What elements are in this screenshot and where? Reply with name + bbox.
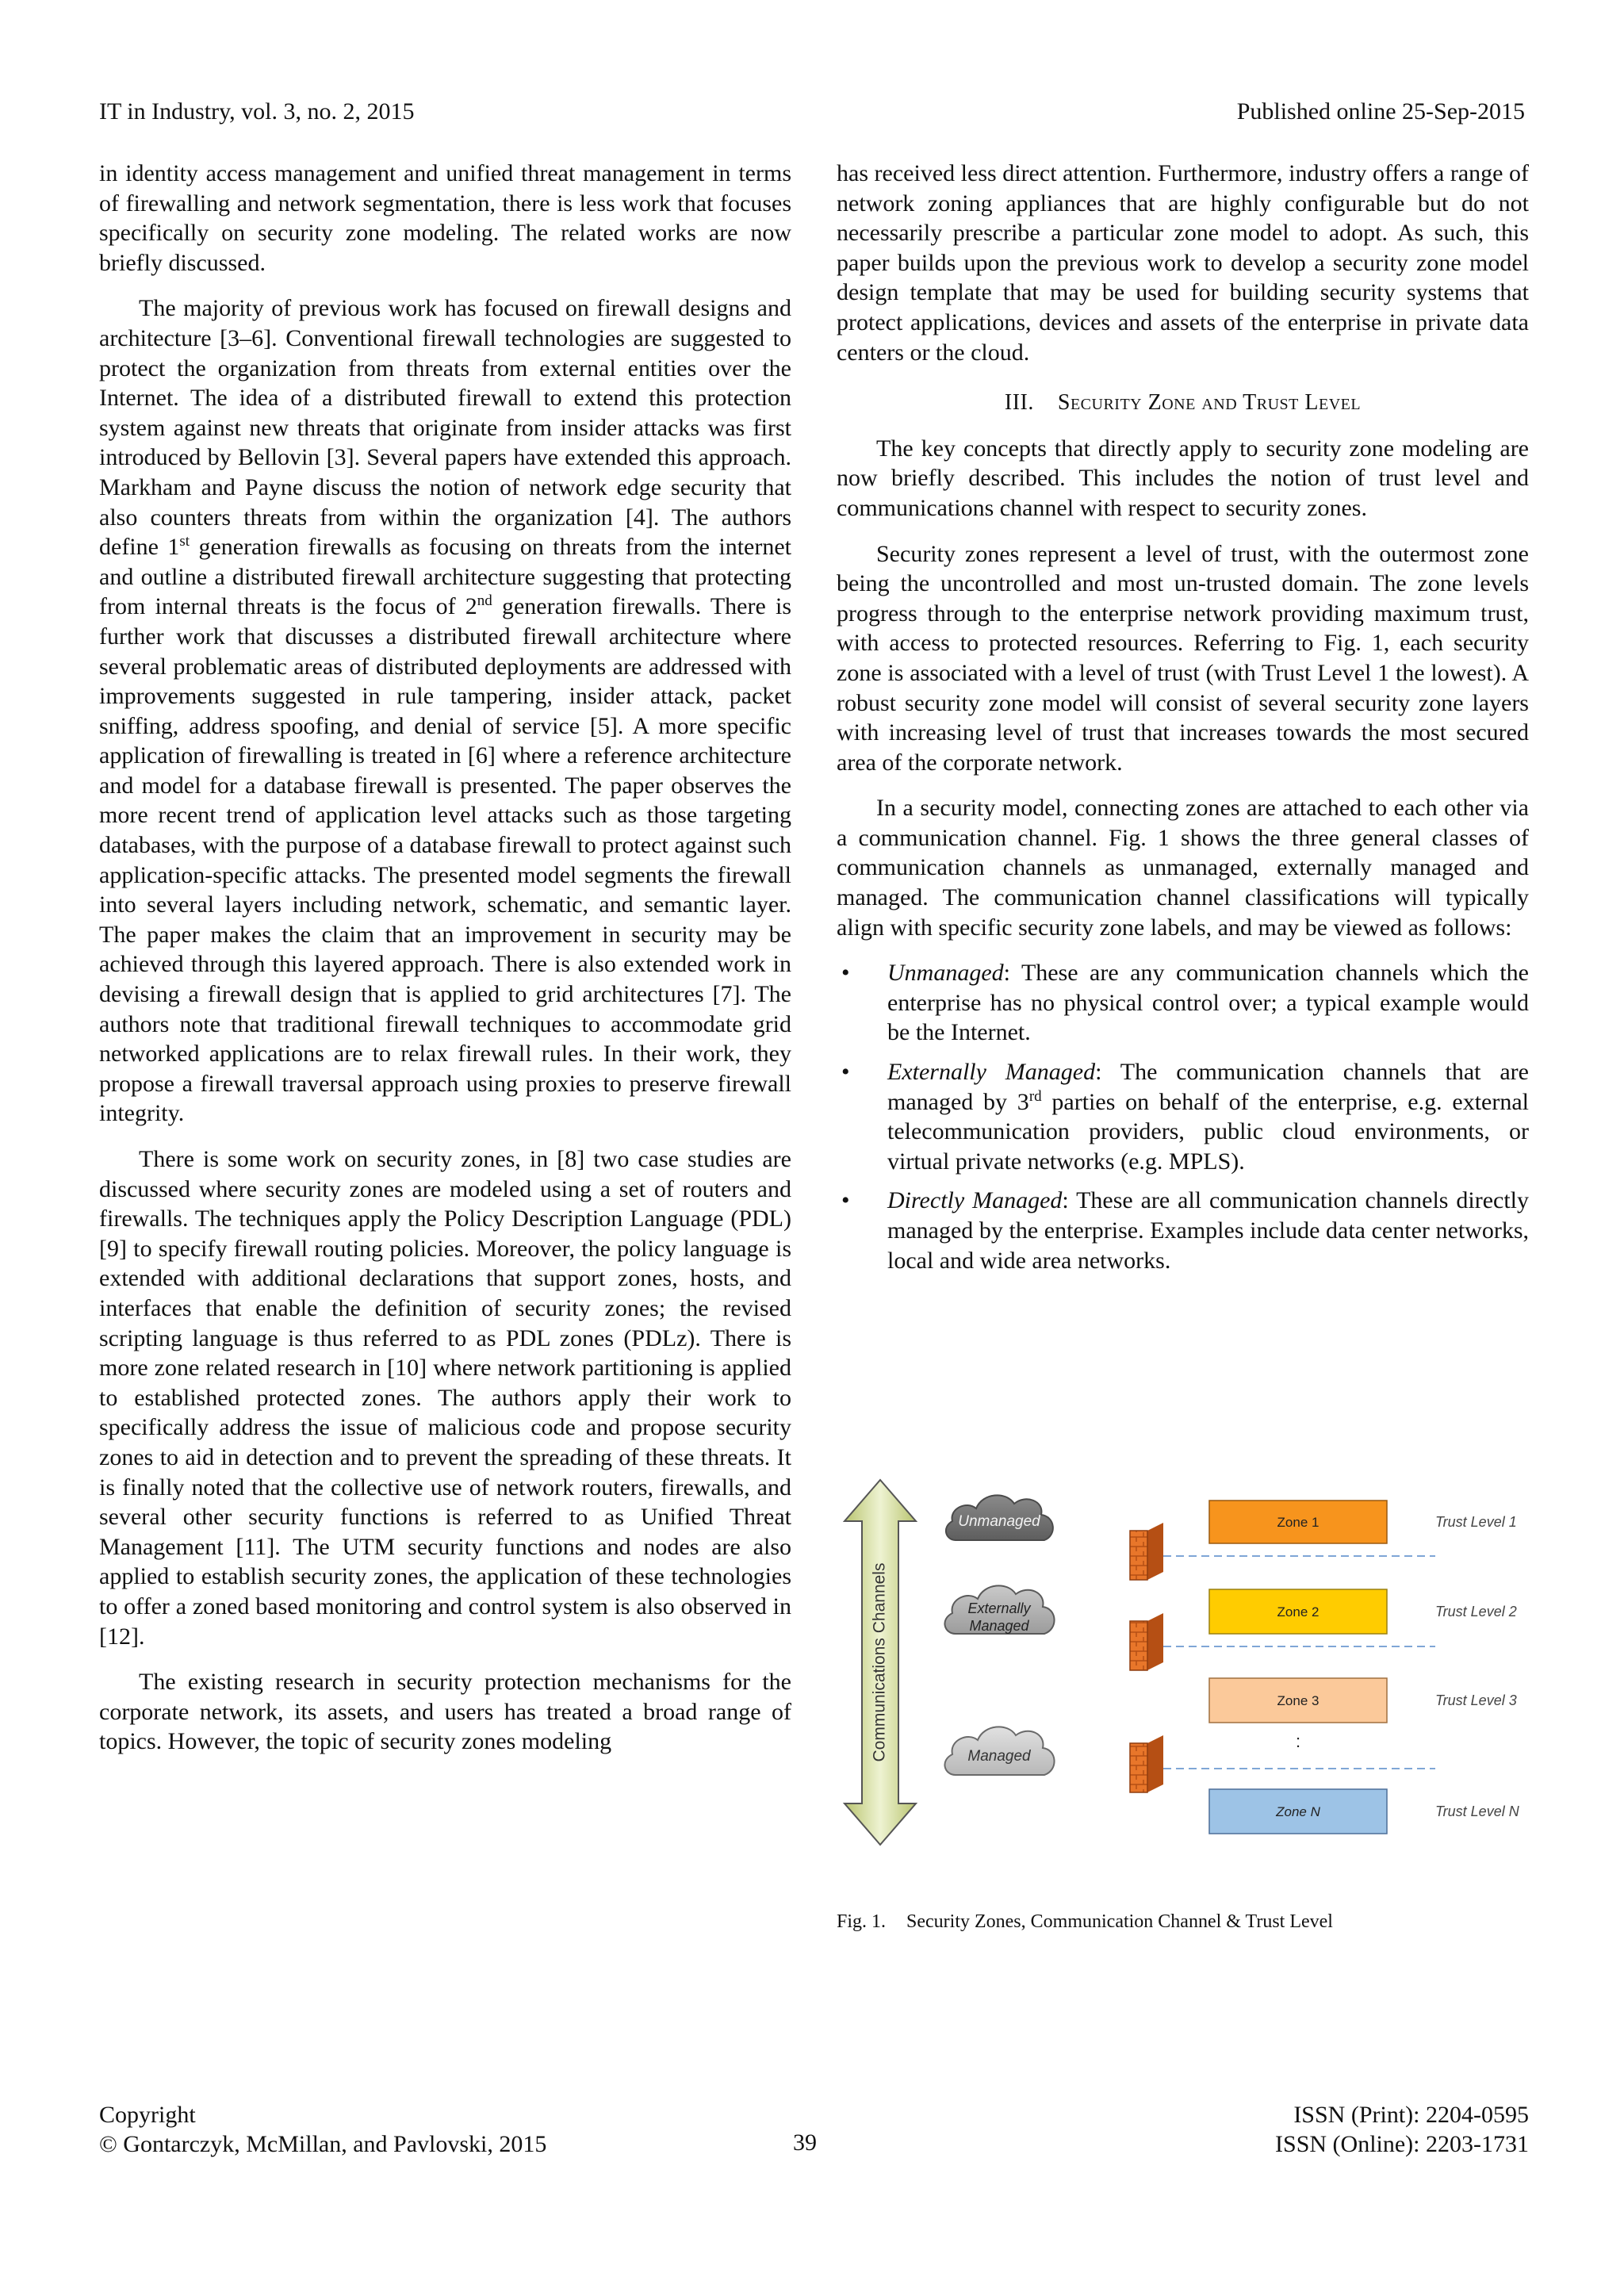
cloud-label-externally: Externally: [967, 1600, 1031, 1616]
term-directly-managed: Directly Managed: [887, 1187, 1063, 1214]
section-title: Security Zone and Trust Level: [1057, 390, 1362, 416]
zone-n: [1209, 1789, 1387, 1834]
communications-channel-arrow: [845, 1480, 916, 1845]
left-p2-text-a: The majority of previous work has focused on firewall designs and architecture [3–6]. Conventional firewall technologies are suggested to protect the organization from threats from external entities over the Internet. The idea of a distributed firewall to extend this protection system against new threats that originate from insider attacks was first introduced by Bellovin [3]. Several papers have extended this approach. Markham and Payne discuss the notion of network edge security that also counters threats from within the organization [4]. The authors define 1: [99, 295, 791, 561]
right-paragraph-1: has received less direct attention. Furthermore, industry offers a range of network zoning appliances that are highly configurable but do not necessarily prescribe a particular zone model to adopt. As such, this paper builds upon the previous work to develop a security zone model design template that may be used for building security systems that protect applications, devices and assets of the enterprise in private data centers or the cloud.: [837, 160, 1529, 366]
zone-3-label: Zone 3: [1277, 1693, 1320, 1708]
firewall-icon: [1130, 1613, 1163, 1670]
right-paragraph-2: The key concepts that directly apply to security zone modeling are now briefly described. This includes the notion of trust level and communications channel with respect to security zones.: [837, 435, 1529, 521]
right-column: [837, 159, 1529, 1291]
copyright-label: Copyright: [99, 2102, 196, 2128]
cloud-unmanaged: [946, 1495, 1053, 1540]
right-paragraph-3: Security zones represent a level of trust, with the outermost zone being the uncontrolled and most un-trusted domain. The zone levels progress through to the enterprise network providing maximum trust, with access to protected resources. Referring to Fig. 1, each security zone is associated with a level of trust (with Trust Level 1 the lowest). A robust security zone model will consist of several security zone layers with increasing level of trust that increases towards the most secured area of the corporate network.: [837, 540, 1529, 776]
zone-ellipsis: :: [1295, 1731, 1301, 1751]
trust-level-n: Trust Level N: [1435, 1803, 1519, 1819]
left-paragraph-1: in identity access management and unified threat management in terms of firewalling and network segmentation, there is less work that focuses specifically on security zone modeling. The related works are now briefly discussed.: [99, 160, 791, 276]
zone-n-label: Zone N: [1276, 1804, 1320, 1819]
left-paragraph-2: [99, 293, 791, 1129]
left-paragraph-4: The existing research in security protection mechanisms for the corporate network, its assets, and users has treated a broad range of topics. However, the topic of security zones modeling: [99, 1669, 791, 1755]
desc-externally-managed-b: parties on behalf of the enterprise, e.g. external telecommunication providers, public cloud environments, or virtual private networks (e.g. MPLS).: [887, 1088, 1529, 1175]
cloud-label-managed-line2: Managed: [969, 1618, 1029, 1634]
copyright-authors: © Gontarczyk, McMillan, and Pavlovski, 2015: [99, 2131, 547, 2157]
list-item-directly-managed: [837, 1186, 1529, 1275]
figure-security-zones: [837, 1475, 1529, 1856]
bullet-icon: •: [841, 1059, 850, 1086]
footer-issn: [1275, 2100, 1529, 2159]
cloud-managed: [944, 1727, 1054, 1775]
page-number: 39: [793, 2129, 817, 2156]
figure-caption: [837, 1911, 1333, 1933]
left-paragraph-3: There is some work on security zones, in [8] two case studies are discussed where security zones are modeled using a set of routers and firewalls. The techniques apply the Policy Description Language (PDL) [9] to specify firewall routing policies. Moreover, the policy language is extended with additional declarations that support zones, hosts, and interfaces that enable the definition of security zones; the revised scripting language is thus referred to as PDL zones (PDLz). There is more zone related research in [10] where network partitioning is applied to established protected zones. The authors apply their work to specifically address the issue of malicious code and propose security zones to aid in detection and to prevent the spreading of these threats. It is finally noted that the collective use of network routers, firewalls, and several other security functions is referred to as Unified Threat Management [11]. The UTM security functions and nodes are also applied to establish security zones, the application of these technologies to offer a zoned based monitoring and control system is also observed in [12].: [99, 1146, 791, 1650]
bullet-icon: •: [841, 960, 850, 987]
term-unmanaged: Unmanaged: [887, 960, 1004, 987]
axis-label: Communications Channels: [870, 1562, 889, 1762]
channel-list: [837, 958, 1529, 1275]
left-p2-text-b: generation firewalls as focusing on threats from the internet and outline a distributed firewall architecture suggesting that protecting from internal threats is the focus of 2: [99, 534, 791, 620]
superscript-rd: rd: [1028, 1087, 1042, 1105]
cloud-label-unmanaged: Unmanaged: [958, 1513, 1040, 1530]
zone-1: [1209, 1501, 1387, 1543]
right-paragraph-4: In a security model, connecting zones are attached to each other via a communication channel. Fig. 1 shows the three general classes of communication channels as unmanaged, externally managed and managed. The communication channel classifications will typically align with specific security zone labels, and may be viewed as follows:: [837, 795, 1529, 941]
trust-level-2: Trust Level 2: [1435, 1604, 1517, 1619]
issn-print: ISSN (Print): 2204-0595: [1293, 2102, 1529, 2128]
left-column: [99, 159, 791, 1773]
bullet-icon: •: [841, 1187, 850, 1214]
left-p2-text-c: generation firewalls. There is further work that discusses a distributed firewall architecture where several problematic areas of distributed deployments are addressed with improvements suggested in rule tampering, insider attack, packet sniffing, address spoofing, and denial of service [5]. A more specific application of firewalling is treated in [6] where a reference architecture and model for a database firewall is presented. The paper observes the more recent trend of application level attacks such as those targeting databases, with the purpose of a database firewall to protect against such application-specific attacks. The presented model segments the firewall into several layers including network, schematic, and semantic layer. The paper makes the claim that an improvement in security may be achieved through this layered approach. There is also extended work in devising a firewall design that is applied to grid architectures [7]. The authors note that traditional firewall techniques to accommodate grid networked applications are to relax firewall rules. In their work, they propose a firewall traversal approach using proxies to preserve firewall integrity.: [99, 593, 791, 1127]
section-heading: [837, 388, 1529, 418]
caption-text: Security Zones, Communication Channel & Trust Level: [906, 1911, 1333, 1932]
term-externally-managed: Externally Managed: [887, 1059, 1096, 1086]
zone-2-label: Zone 2: [1277, 1604, 1320, 1619]
journal-title: IT in Industry, vol. 3, no. 2, 2015: [99, 98, 415, 125]
running-head: [99, 98, 1525, 130]
section-number: III.: [1004, 390, 1034, 416]
desc-unmanaged: : These are any communication channels which the enterprise has no physical control over; a typical example would be the Internet.: [887, 960, 1529, 1046]
caption-label: Fig. 1.: [837, 1911, 887, 1932]
list-item-externally-managed: [837, 1057, 1529, 1176]
published-date: Published online 25-Sep-2015: [1236, 98, 1525, 125]
footer-copyright: [99, 2100, 546, 2159]
list-item-unmanaged: [837, 958, 1529, 1048]
zone-2: [1209, 1589, 1387, 1634]
firewall-icon: [1130, 1523, 1163, 1580]
cloud-label-managed: Managed: [967, 1748, 1031, 1765]
superscript-nd: nd: [477, 592, 492, 610]
desc-externally-managed-a: : The communication channels that are managed by 3: [887, 1059, 1529, 1115]
firewall-icon: [1130, 1735, 1163, 1792]
zone-3: [1209, 1678, 1387, 1723]
issn-online: ISSN (Online): 2203-1731: [1275, 2131, 1529, 2157]
trust-level-1: Trust Level 1: [1435, 1514, 1517, 1530]
cloud-externally-managed: [944, 1585, 1054, 1634]
desc-directly-managed: : These are all communication channels directly managed by the enterprise. Examples include data center networks, local and wide area networks.: [887, 1187, 1530, 1274]
superscript-st: st: [179, 533, 190, 550]
trust-level-3: Trust Level 3: [1435, 1692, 1517, 1708]
zone-1-label: Zone 1: [1277, 1515, 1320, 1530]
